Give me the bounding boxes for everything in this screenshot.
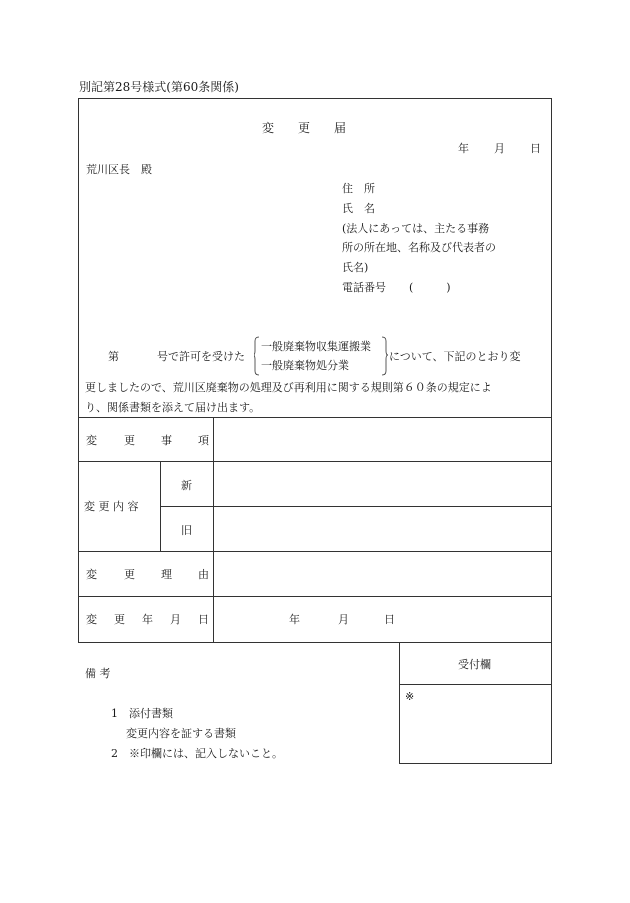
permit-go-text: 号で許可を受けた bbox=[157, 350, 245, 363]
reception-mark: ※ bbox=[405, 690, 415, 703]
date-label-4: 月 bbox=[170, 613, 181, 626]
date-label-1: 変 bbox=[86, 613, 97, 626]
items-label-4: 項 bbox=[198, 434, 209, 447]
addressee: 荒川区長 殿 bbox=[86, 163, 152, 176]
items-label-3: 事 bbox=[161, 434, 172, 447]
change-date-day: 日 bbox=[384, 613, 395, 626]
change-reason-field[interactable] bbox=[214, 552, 551, 596]
permit-type-disposal: 一般廃棄物処分業 bbox=[261, 359, 349, 372]
reason-label-3: 理 bbox=[161, 568, 172, 581]
change-date-month: 月 bbox=[338, 613, 349, 626]
phone-paren: ( ) bbox=[409, 281, 451, 294]
new-content-field[interactable] bbox=[214, 462, 551, 506]
change-date-field[interactable] bbox=[214, 597, 551, 642]
date-label-5: 日 bbox=[198, 613, 209, 626]
form-border-top bbox=[78, 98, 552, 99]
permit-dai: 第 bbox=[108, 350, 119, 363]
form-border-left bbox=[78, 98, 79, 643]
corporate-note-line-1: (法人にあっては、主たる事務 bbox=[342, 222, 490, 235]
body-line-2: 更しましたので、荒川区廃棄物の処理及び再利用に関する規則第６０条の規定によ bbox=[85, 381, 492, 394]
form-border-right bbox=[551, 98, 552, 643]
new-label: 新 bbox=[181, 479, 192, 492]
phone-label: 電話番号 bbox=[342, 281, 386, 294]
body-tail: について、下記のとおり変 bbox=[389, 350, 521, 363]
address-label: 住 所 bbox=[342, 182, 375, 195]
date-month-label: 月 bbox=[494, 142, 505, 155]
permit-type-collection: 一般廃棄物収集運搬業 bbox=[261, 340, 371, 353]
date-label-2: 更 bbox=[114, 613, 125, 626]
form-label: 別記第28号様式(第60条関係) bbox=[79, 80, 239, 94]
remark-2-text: ※印欄には、記入しないこと。 bbox=[129, 747, 283, 760]
corporate-note-line-2: 所の所在地、名称及び代表者の bbox=[342, 241, 496, 254]
reason-label-4: 由 bbox=[198, 568, 209, 581]
date-label-3: 年 bbox=[142, 613, 153, 626]
content-label: 変 更 内 容 bbox=[84, 500, 139, 513]
remark-1-num: 1 bbox=[111, 707, 118, 720]
items-label-2: 更 bbox=[124, 434, 135, 447]
items-label-1: 変 bbox=[86, 434, 97, 447]
old-content-field[interactable] bbox=[214, 507, 551, 551]
date-day-label: 日 bbox=[530, 142, 541, 155]
reason-label-2: 更 bbox=[124, 568, 135, 581]
body-line-3: り、関係書類を添えて届け出ます。 bbox=[85, 401, 261, 414]
date-year-label: 年 bbox=[458, 142, 469, 155]
reception-title: 受付欄 bbox=[458, 658, 491, 671]
reason-label-1: 変 bbox=[86, 568, 97, 581]
name-label: 氏 名 bbox=[342, 202, 375, 215]
remark-2-num: 2 bbox=[111, 747, 118, 760]
reception-divider bbox=[399, 684, 552, 685]
change-items-field[interactable] bbox=[214, 418, 551, 461]
permit-type-brackets bbox=[254, 336, 394, 376]
remarks-title: 備 考 bbox=[85, 667, 111, 680]
form-title: 変 更 届 bbox=[262, 121, 347, 135]
remark-1-sub-text: 変更内容を証する書類 bbox=[126, 727, 236, 740]
change-date-year: 年 bbox=[289, 613, 300, 626]
corporate-note-line-3: 氏名) bbox=[342, 261, 369, 274]
table-sub-divider bbox=[160, 461, 161, 551]
old-label: 旧 bbox=[181, 524, 192, 537]
remark-1-text: 添付書類 bbox=[129, 707, 173, 720]
